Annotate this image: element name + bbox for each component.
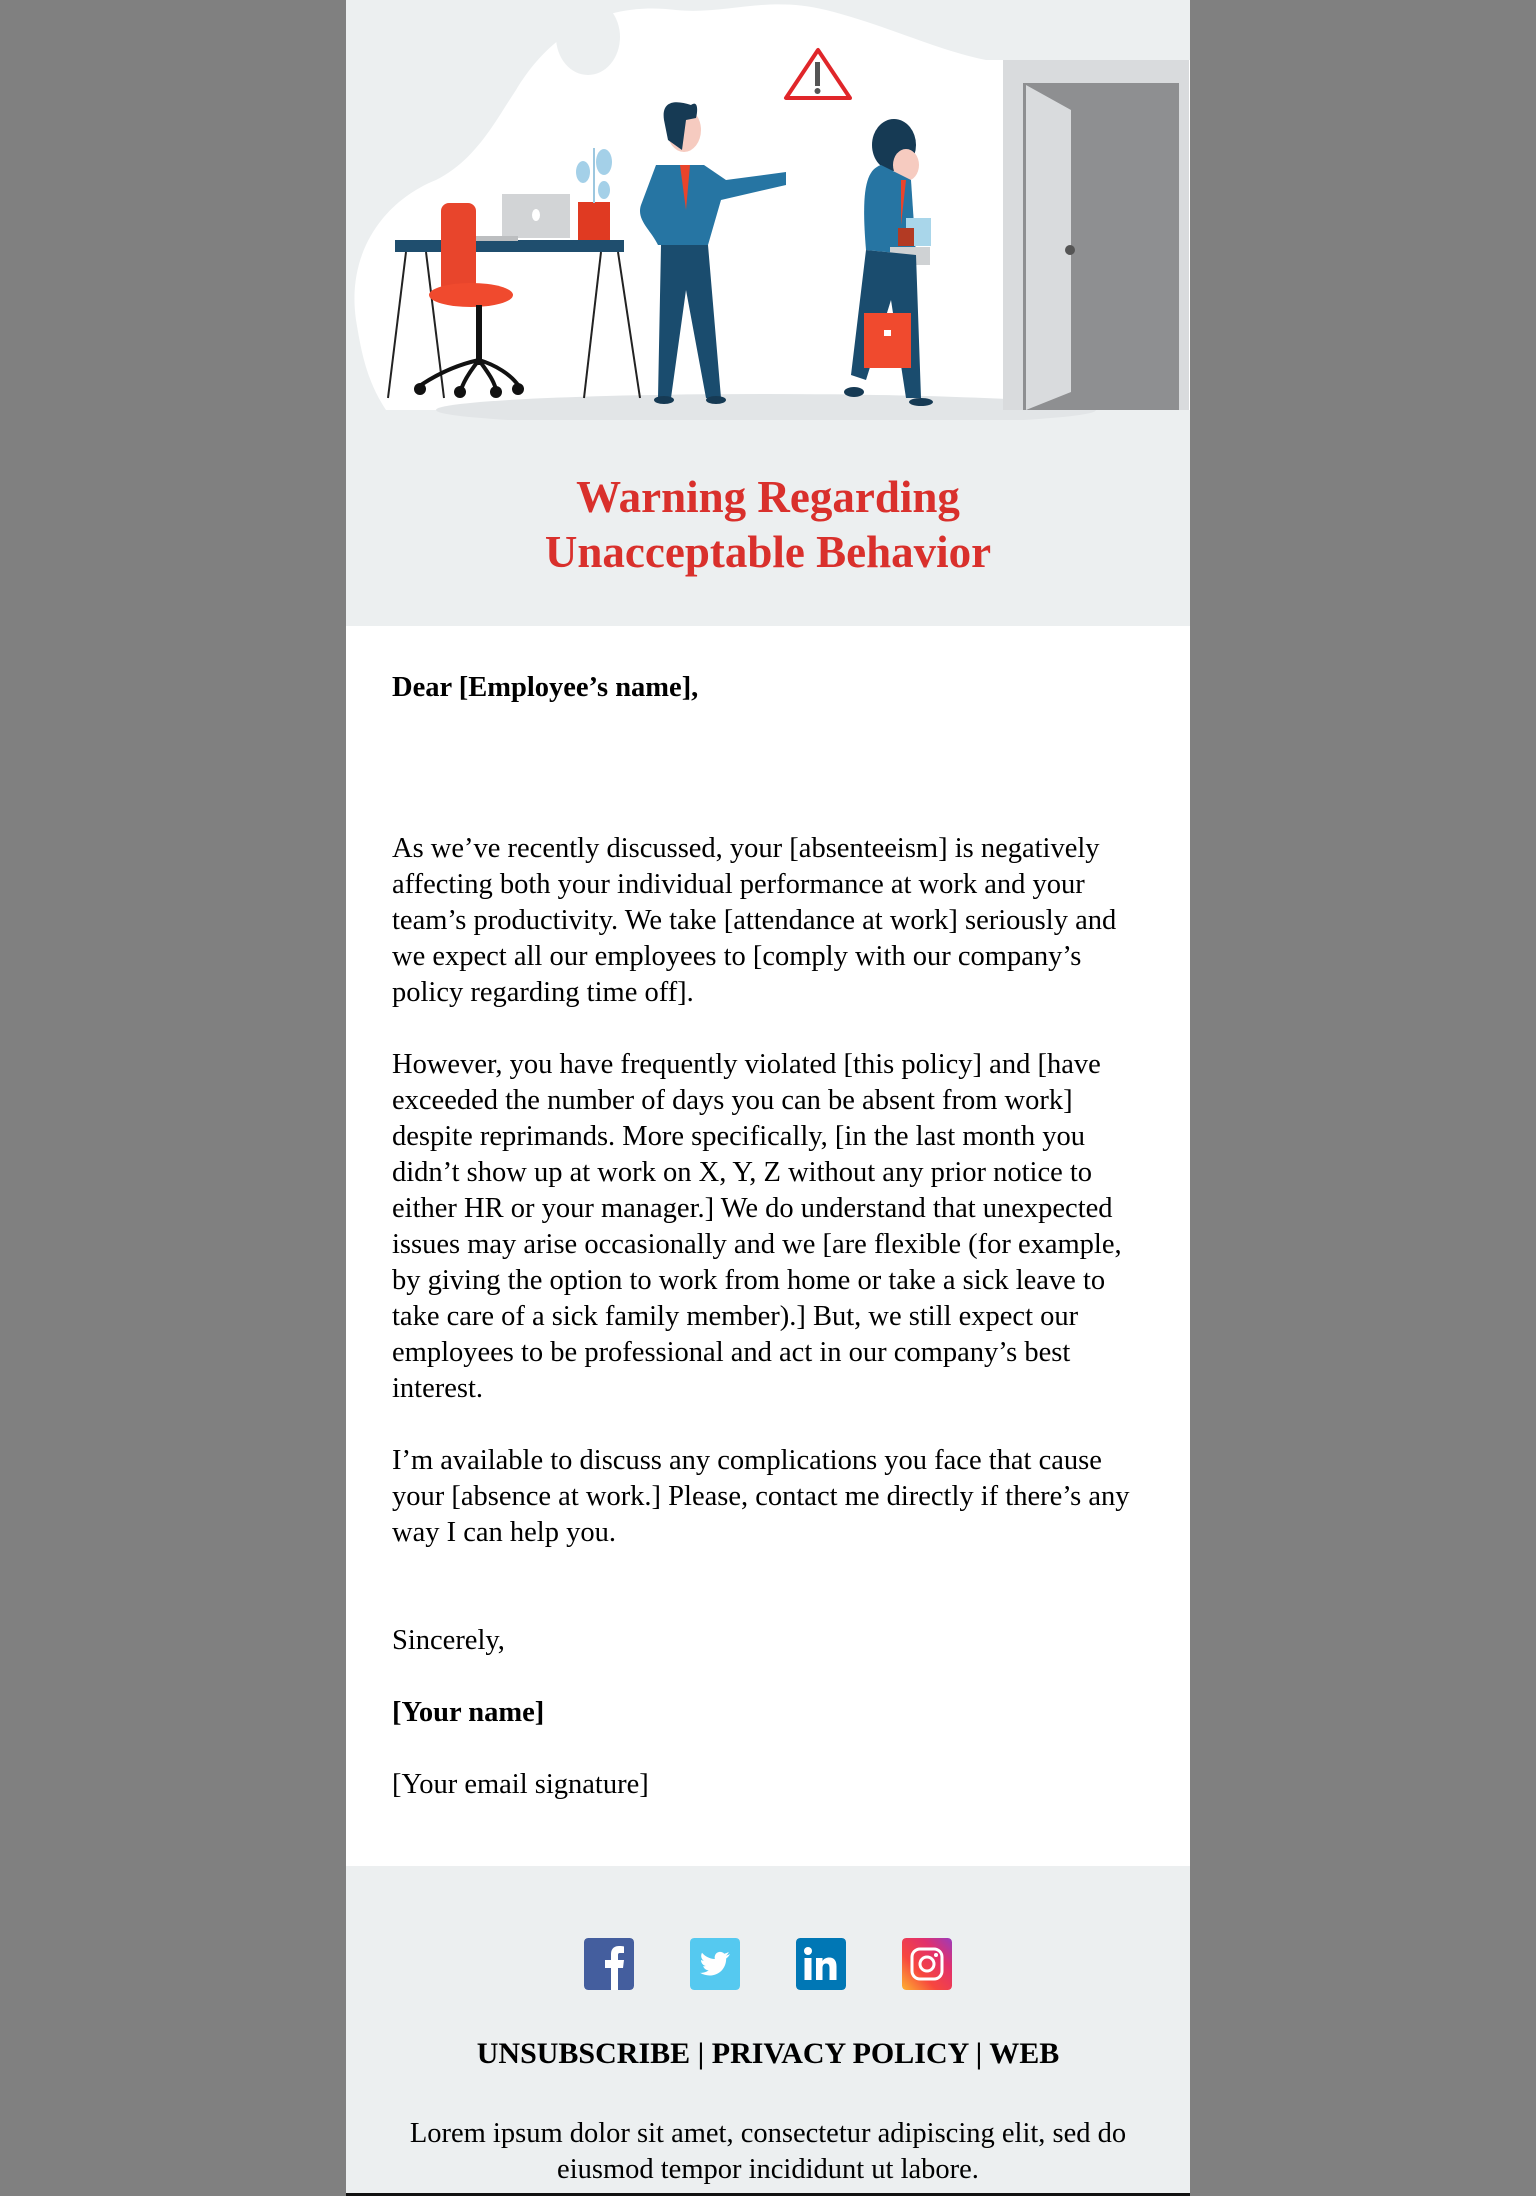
footer-links bbox=[346, 2036, 1190, 2072]
email-signature: [Your email signature] bbox=[392, 1769, 649, 1800]
link-separator: | bbox=[975, 2037, 983, 2070]
facebook-link[interactable] bbox=[584, 1938, 634, 1990]
greeting: Dear [Employee’s name], bbox=[392, 672, 699, 703]
email-header bbox=[346, 0, 1190, 626]
instagram-link[interactable] bbox=[902, 1938, 952, 1990]
email-card bbox=[346, 0, 1190, 2193]
title-line-1: Warning Regarding bbox=[576, 472, 960, 522]
linkedin-link[interactable] bbox=[796, 1938, 846, 1990]
paragraph-3: I’m available to discuss any complications you face that cause your [absence at work.] Please, contact me directly if there’s any way I can help you. bbox=[392, 1445, 1130, 1548]
paragraph-2: However, you have frequently violated [this policy] and [have exceeded the number of days you can be absent from work] despite reprimands. More specifically, [in the last month you didn’t show up at work on X, Y, Z without any prior notice to either HR or your manager.] We do understand that unexpected issues may arise occasionally and we [are flexible (for example, by giving the option to work from home or take a sick leave to take care of a sick family member).] But, we still expect our employees to be professional and act in our company’s best interest. bbox=[392, 1049, 1122, 1404]
instagram-icon bbox=[902, 1938, 952, 1990]
twitter-icon bbox=[690, 1938, 740, 1990]
open-door bbox=[1003, 60, 1189, 410]
closing: Sincerely, bbox=[392, 1625, 505, 1656]
unsubscribe-link[interactable]: UNSUBSCRIBE bbox=[476, 2037, 691, 2070]
twitter-link[interactable] bbox=[690, 1938, 740, 1990]
facebook-icon bbox=[584, 1938, 634, 1990]
paragraph-1: As we’ve recently discussed, your [absenteeism] is negatively affecting both your individual performance at work and your team’s productivity. We take [attendance at work] seriously and we expect all our employees to [comply with our company’s policy regarding time off]. bbox=[392, 833, 1117, 1008]
sender-name: [Your name] bbox=[392, 1697, 545, 1728]
email-footer bbox=[346, 1866, 1190, 2193]
page-title bbox=[346, 470, 1190, 580]
linkedin-icon bbox=[796, 1938, 846, 1990]
link-separator: | bbox=[697, 2037, 705, 2070]
social-links bbox=[584, 1938, 952, 1990]
web-link[interactable]: WEB bbox=[989, 2037, 1060, 2070]
title-line-2: Unacceptable Behavior bbox=[544, 527, 992, 577]
footer-text: Lorem ipsum dolor sit amet, consectetur adipiscing elit, sed do eiusmod tempor incididunt ut labore. bbox=[409, 2118, 1127, 2185]
office-dismissal-illustration bbox=[346, 0, 1190, 420]
privacy-policy-link[interactable]: PRIVACY POLICY bbox=[711, 2037, 969, 2070]
